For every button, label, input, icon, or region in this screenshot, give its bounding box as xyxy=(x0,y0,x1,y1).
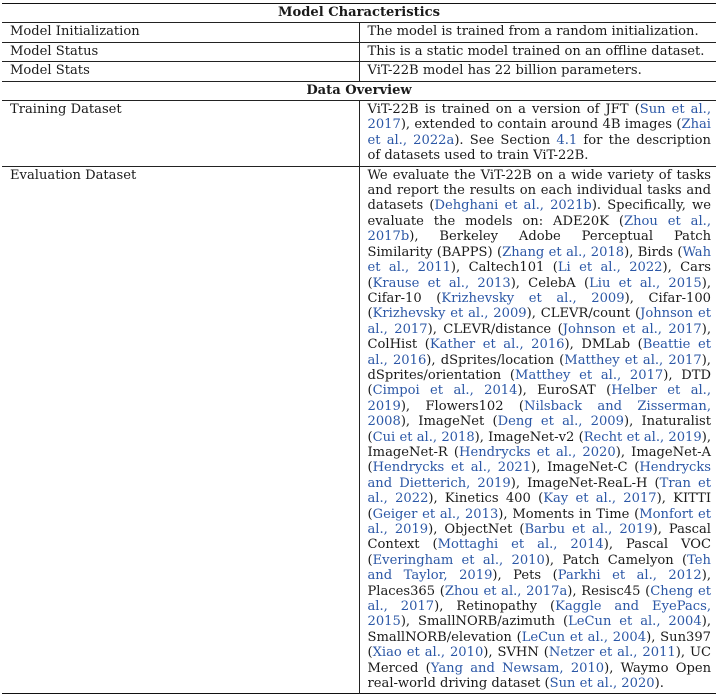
citation-link[interactable]: Li et al., 2022 xyxy=(557,260,663,276)
row-value: This is a static model trained on an offline dataset. xyxy=(359,42,716,61)
citation-link[interactable]: LeCun et al., 2004 xyxy=(568,614,702,630)
citation-link[interactable]: Cheng et al., 2017 xyxy=(367,583,711,615)
citation-link[interactable]: Zhou et al., 2017b xyxy=(367,213,711,245)
section-header-row xyxy=(2,4,716,23)
table-row xyxy=(2,42,716,61)
citation-link[interactable]: Matthey et al., 2017 xyxy=(564,352,702,368)
citation-link[interactable]: Yang and Newsam, 2010 xyxy=(430,660,605,676)
citation-link[interactable]: Teh and Taylor, 2019 xyxy=(367,552,711,584)
row-key: Training Dataset xyxy=(2,101,359,167)
citation-link[interactable]: Hendrycks and Dietterich, 2019 xyxy=(367,460,712,491)
row-value: The model is trained from a random initialization. xyxy=(359,23,716,42)
section-header-row xyxy=(2,81,716,100)
citation-link[interactable]: Cimpoi et al., 2014 xyxy=(372,383,518,399)
citation-link[interactable]: LeCun et al., 2004 xyxy=(521,629,647,645)
citation-link[interactable]: Krizhevsky et al., 2009 xyxy=(441,290,625,306)
table-row xyxy=(2,23,716,42)
row-key: Evaluation Dataset xyxy=(2,166,359,694)
row-key: Model Stats xyxy=(2,62,359,81)
citation-link[interactable]: Netzer et al., 2011 xyxy=(548,645,676,661)
table-row xyxy=(2,166,716,694)
citation-link[interactable]: Liu et al., 2015 xyxy=(589,275,702,291)
citation-link[interactable]: Kay et al., 2017 xyxy=(543,491,657,507)
citation-link[interactable]: Sun et al., 2017 xyxy=(367,102,711,133)
model-card-table-container xyxy=(2,3,716,694)
citation-link[interactable]: Zhai et al., 2022a xyxy=(367,117,711,148)
citation-link[interactable]: Barbu et al., 2019 xyxy=(524,522,653,537)
citation-link[interactable]: Johnson et al., 2017 xyxy=(562,321,702,337)
citation-link[interactable]: Zhou et al., 2017a xyxy=(444,583,568,599)
citation-link[interactable]: Kather et al., 2016 xyxy=(429,337,565,353)
table-row xyxy=(2,101,716,167)
citation-link[interactable]: Recht et al., 2019 xyxy=(583,429,702,445)
section-title: Model Characteristics xyxy=(2,4,716,23)
citation-link[interactable]: Xiao et al., 2010 xyxy=(372,645,484,661)
citation-link[interactable]: Helber et al., 2019 xyxy=(367,383,712,414)
citation-link[interactable]: Monfort et al., 2019 xyxy=(367,506,711,537)
citation-link[interactable]: Matthey et al., 2017 xyxy=(515,367,664,383)
citation-link[interactable]: Parkhi et al., 2012 xyxy=(557,568,702,584)
row-value: ViT-22B model has 22 billion parameters. xyxy=(359,62,716,81)
citation-link[interactable]: Geiger et al., 2013 xyxy=(372,506,499,522)
citation-link[interactable]: Hendrycks et al., 2020 xyxy=(459,444,616,460)
citation-link[interactable]: Krause et al., 2013 xyxy=(372,275,511,291)
citation-link[interactable]: Beattie et al., 2016 xyxy=(367,337,712,368)
row-value: We evaluate the ViT-22B on a wide variety of tasks and report the results on each individual tasks and datasets (Dehghani et al., 2021b). Specifically, we evaluate the models on: ADE20K (Zhou et al., 2017b), Berkeley Adobe Perceptual Patch Similarity (BAPPS) (Zhang et al., 2018), Birds (Wah et al., 2011), Caltech101 (Li et al., 2022), Cars (Krause et al., 2013), CelebA (Liu et al., 2015), Cifar-10 (Krizhevsky et al., 2009), Cifar-100 (Krizhevsky et al., 2009), CLEVR/count (Johnson et al., 2017), CLEVR/distance (Johnson et al., 2017), ColHist (Kather et al., 2016), DMLab (Beattie et al., 2016), dSprites/location (Matthey et al., 2017), dSprites/orientation (Matthey et al., 2017), DTD (Cimpoi et al., 2014), EuroSAT (Helber et al., 2019), Flowers102 (Nilsback and Zisserman, 2008), ImageNet (Deng et al., 2009), Inaturalist (Cui et al., 2018), ImageNet-v2 (Recht et al., 2019), ImageNet-R (Hendrycks et al., 2020), ImageNet-A (Hendrycks et al., 2021), ImageNet-C (Hendrycks and Dietterich, 2019), ImageNet-ReaL-H (Tran et al., 2022), Kinetics 400 (Kay et al., 2017), KITTI (Geiger et al., 2013), Moments in Time (Monfort et al., 2019), ObjectNet (Barbu et al., 2019), Pascal Context (Mottaghi et al., 2014), Pascal VOC (Everingham et al., 2010), Patch Camelyon (Teh and Taylor, 2019), Pets (Parkhi et al., 2012), Places365 (Zhou et al., 2017a), Resisc45 (Cheng et al., 2017), Retinopathy (Kaggle and EyePacs, 2015), SmallNORB/azimuth (LeCun et al., 2004), SmallNORB/elevation (LeCun et al., 2004), Sun397 (Xiao et al., 2010), SVHN (Netzer et al., 2011), UC Merced (Yang and Newsam, 2010), Waymo Open real-world driving dataset (Sun et al., 2020). xyxy=(367,167,712,692)
citation-link[interactable]: Sun et al., 2020 xyxy=(549,676,655,692)
citation-link[interactable]: 4.1 xyxy=(556,132,578,148)
citation-link[interactable]: Johnson et al., 2017 xyxy=(367,306,711,337)
citation-link[interactable]: Dehghani et al., 2021b xyxy=(434,198,592,214)
section-title: Data Overview xyxy=(2,81,716,100)
citation-link[interactable]: Deng et al., 2009 xyxy=(497,414,624,430)
row-value: ViT-22B is trained on a version of JFT (Sun et al., 2017), extended to contain around 4B images (Zhai et al., 2022a). See Section 4.1 for the description of datasets used to train ViT-22B. xyxy=(359,101,716,167)
citation-link[interactable]: Zhang et al., 2018 xyxy=(502,244,625,260)
citation-link[interactable]: Wah et al., 2011 xyxy=(367,244,711,276)
citation-link[interactable]: Hendrycks et al., 2021 xyxy=(372,460,532,476)
row-key: Model Status xyxy=(2,42,359,61)
citation-link[interactable]: Everingham et al., 2010 xyxy=(372,552,545,568)
citation-link[interactable]: Nilsback and Zisserman, 2008 xyxy=(367,398,711,430)
citation-link[interactable]: Krizhevsky et al., 2009 xyxy=(372,306,527,322)
citation-link[interactable]: Mottaghi et al., 2014 xyxy=(437,537,604,553)
citation-link[interactable]: Tran et al., 2022 xyxy=(367,475,711,507)
row-key: Model Initialization xyxy=(2,23,359,42)
citation-link[interactable]: Cui et al., 2018 xyxy=(372,429,475,445)
table-row xyxy=(2,62,716,81)
model-card-table xyxy=(2,3,716,694)
citation-link[interactable]: Kaggle and EyePacs, 2015 xyxy=(367,599,711,630)
